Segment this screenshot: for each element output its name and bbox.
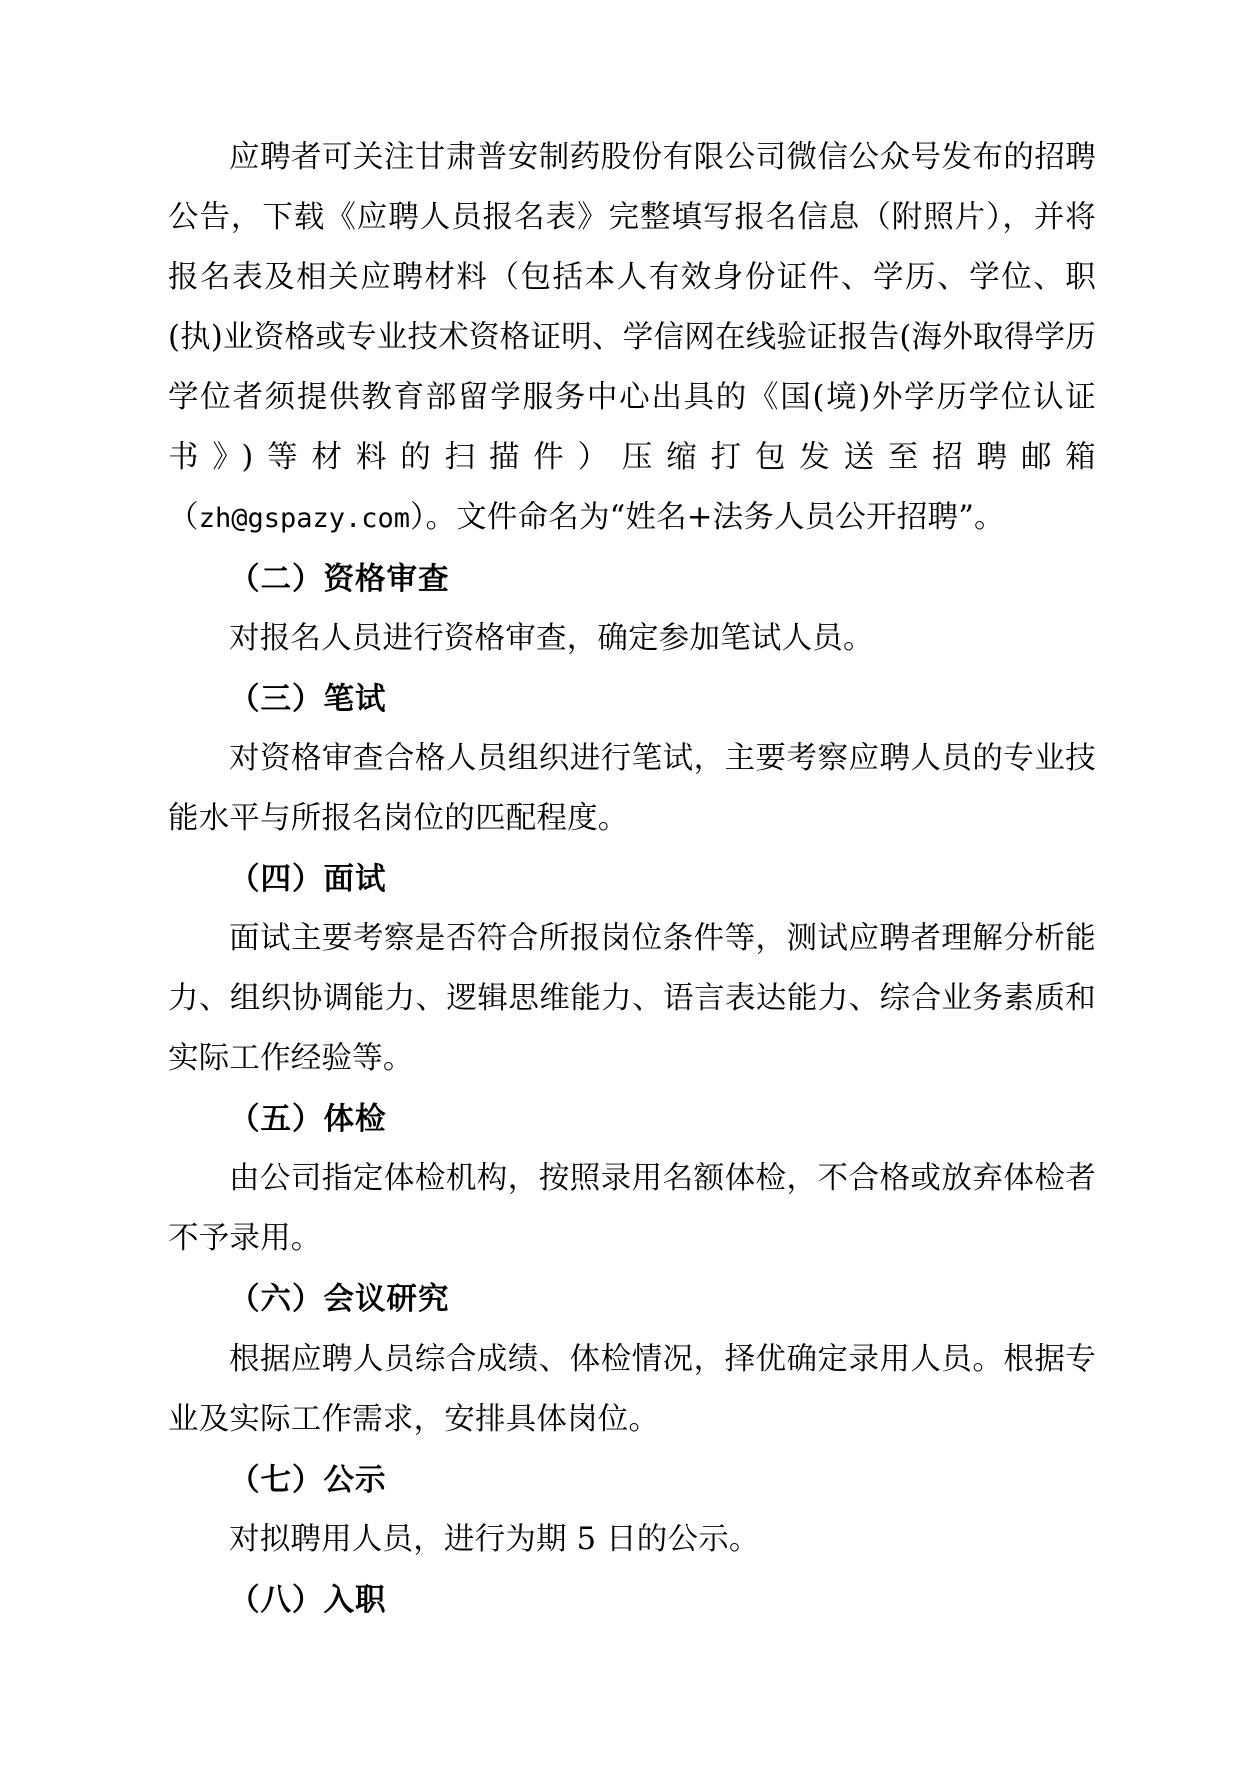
registration-paragraph	[168, 128, 1096, 549]
section-heading-meeting-review: （六）会议研究	[229, 1281, 450, 1318]
paragraph-qualification-review: 对报名人员进行资格审查，确定参加笔试人员。	[229, 620, 874, 656]
section-heading-qualification-review: （二）资格审查	[229, 560, 450, 597]
paragraph-meeting-review: 根据应聘人员综合成绩、体检情况，择优确定录用人员。根据专业及实际工作需求，安排具体岗位。	[168, 1341, 1096, 1437]
registration-paragraph-text: 应聘者可关注甘肃普安制药股份有限公司微信公众号发布的招聘公告，下载《应聘人员报名表》完整填写报名信息（附照片），并将报名表及相关应聘材料（包括本人有效身份证件、学历、学位、职(执)业资格或专业技术资格证明、学信网在线验证报告(海外取得学历学位者须提供教育部留学服务中心出具的《国(境)外学历学位认证书》)等材料的扫描件）压缩打包发送至招聘邮箱（zh@gspazy.com）。文件命名为“姓名+法务人员公开招聘”。	[168, 140, 1096, 536]
section-heading-interview: （四）面试	[229, 860, 387, 897]
paragraph-interview: 面试主要考察是否符合所报岗位条件等，测试应聘者理解分析能力、组织协调能力、逻辑思维能力、语言表达能力、综合业务素质和实际工作经验等。	[168, 921, 1096, 1077]
section-heading-physical-exam: （五）体检	[229, 1101, 387, 1138]
paragraph-physical-exam: 由公司指定体检机构，按照录用名额体检，不合格或放弃体检者不予录用。	[168, 1161, 1096, 1257]
section-heading-onboarding: （八）入职	[229, 1581, 387, 1618]
recruitment-email: zh@gspazy.com	[198, 503, 411, 535]
section-heading-publicity: （七）公示	[229, 1461, 387, 1498]
document-body	[168, 128, 1096, 1630]
paragraph-written-test: 对资格审查合格人员组织进行笔试，主要考察应聘人员的专业技能水平与所报名岗位的匹配程度。	[168, 740, 1096, 836]
paragraph-publicity: 对拟聘用人员，进行为期 5 日的公示。	[229, 1521, 760, 1557]
section-heading-written-test: （三）笔试	[229, 680, 387, 717]
